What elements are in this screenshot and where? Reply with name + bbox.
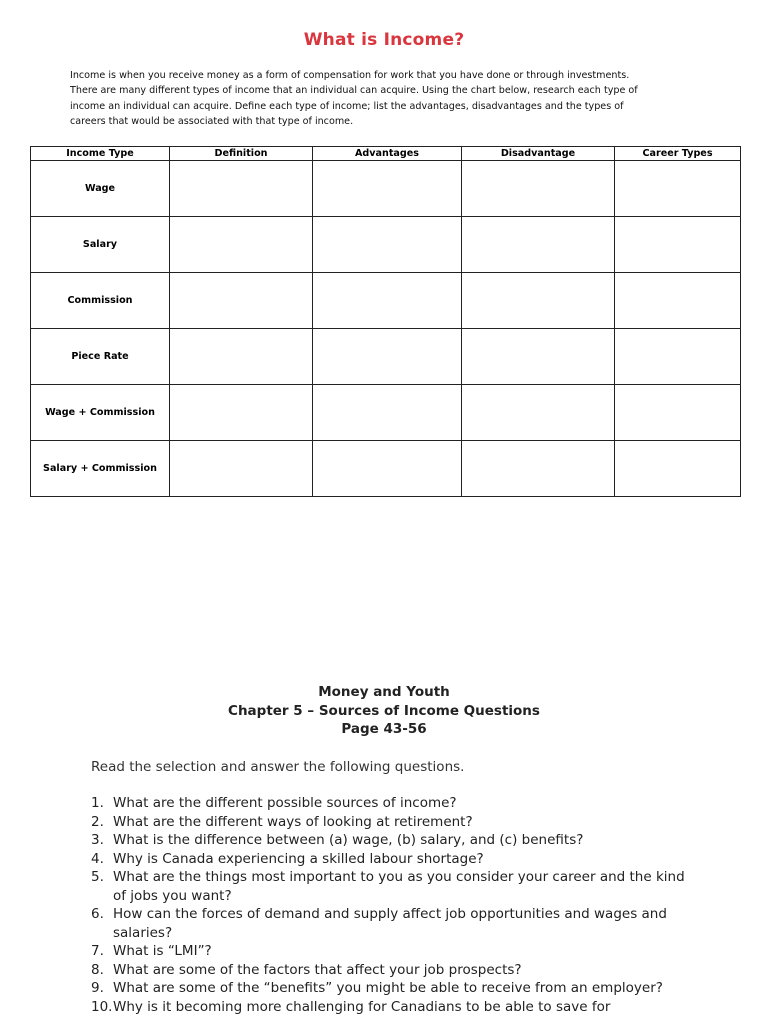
definition-cell[interactable]	[170, 273, 313, 329]
page-range: Page 43-56	[341, 721, 427, 737]
question-text: What are the different ways of looking at retirement?	[113, 813, 473, 830]
list-item	[91, 850, 691, 869]
chapter-title: Chapter 5 – Sources of Income Questions	[228, 702, 540, 719]
question-text: What are the things most important to you as you consider your career and the kind of jobs you want?	[113, 869, 685, 904]
disadvantage-cell[interactable]	[462, 273, 615, 329]
question-number: 6.	[91, 906, 104, 922]
question-text: Why is it becoming more challenging for Canadians to be able to save for	[113, 998, 611, 1015]
disadvantage-cell[interactable]	[462, 441, 615, 497]
list-item	[91, 961, 691, 980]
question-number: 1.	[91, 795, 104, 811]
definition-cell[interactable]	[170, 441, 313, 497]
career-types-cell[interactable]	[615, 329, 741, 385]
header-definition: Definition	[170, 147, 313, 161]
header-advantages: Advantages	[313, 147, 462, 161]
table-row	[31, 273, 741, 329]
header-career-types: Career Types	[615, 147, 741, 161]
question-number: 4.	[91, 850, 104, 867]
advantages-cell[interactable]	[313, 329, 462, 385]
definition-cell[interactable]	[170, 217, 313, 273]
income-type-cell: Piece Rate	[31, 329, 170, 385]
income-type-cell: Wage	[31, 161, 170, 217]
advantages-cell[interactable]	[313, 385, 462, 441]
question-number: 2.	[91, 813, 104, 830]
list-item	[91, 868, 691, 905]
intro-line: income an individual can acquire. Define each type of income; list the advantages, disadvantages and the types of	[70, 100, 624, 112]
questions-list	[91, 794, 691, 1016]
question-text: How can the forces of demand and supply affect job opportunities and wages and salaries?	[113, 906, 667, 941]
list-item	[91, 979, 691, 998]
table-row	[31, 441, 741, 497]
list-item	[91, 942, 691, 961]
question-number: 7.	[91, 943, 104, 959]
list-item	[91, 831, 691, 850]
question-text: What is the difference between (a) wage, (b) salary, and (c) benefits?	[113, 832, 584, 848]
header-income-type: Income Type	[31, 147, 170, 161]
intro-line: Income is when you receive money as a form of compensation for work that you have done or through investments.	[70, 70, 630, 81]
definition-cell[interactable]	[170, 161, 313, 217]
question-text: What are some of the factors that affect your job prospects?	[113, 961, 522, 978]
list-item	[91, 813, 691, 832]
intro-paragraph	[70, 68, 710, 130]
intro-line: careers that would be associated with that type of income.	[70, 116, 354, 128]
career-types-cell[interactable]	[615, 441, 741, 497]
question-text: What are some of the “benefits” you might be able to receive from an employer?	[113, 980, 663, 996]
question-text: What are the different possible sources of income?	[113, 795, 457, 811]
income-type-cell: Wage + Commission	[31, 385, 170, 441]
definition-cell[interactable]	[170, 385, 313, 441]
table-row	[31, 385, 741, 441]
instructions-text: Read the selection and answer the following questions.	[91, 759, 465, 775]
question-number: 3.	[91, 832, 104, 848]
table-row	[31, 329, 741, 385]
disadvantage-cell[interactable]	[462, 385, 615, 441]
career-types-cell[interactable]	[615, 161, 741, 217]
advantages-cell[interactable]	[313, 441, 462, 497]
question-number: 8.	[91, 961, 104, 978]
intro-line: There are many different types of income that an individual can acquire. Using the chart below, research each type of	[70, 85, 638, 97]
income-type-cell: Salary	[31, 217, 170, 273]
list-item	[91, 998, 691, 1017]
table-row	[31, 217, 741, 273]
definition-cell[interactable]	[170, 329, 313, 385]
question-number: 9.	[91, 980, 104, 996]
table-row	[31, 161, 741, 217]
career-types-cell[interactable]	[615, 273, 741, 329]
book-title: Money and Youth	[318, 684, 450, 700]
worksheet-title: What is Income?	[303, 30, 465, 50]
disadvantage-cell[interactable]	[462, 329, 615, 385]
disadvantage-cell[interactable]	[462, 161, 615, 217]
table-header-row	[31, 147, 741, 161]
question-number: 5.	[91, 869, 104, 885]
questions-heading	[0, 683, 768, 739]
list-item	[91, 905, 691, 942]
question-number: 10.	[91, 998, 113, 1015]
income-type-cell: Salary + Commission	[31, 441, 170, 497]
income-type-cell: Commission	[31, 273, 170, 329]
career-types-cell[interactable]	[615, 385, 741, 441]
career-types-cell[interactable]	[615, 217, 741, 273]
disadvantage-cell[interactable]	[462, 217, 615, 273]
advantages-cell[interactable]	[313, 217, 462, 273]
advantages-cell[interactable]	[313, 273, 462, 329]
question-text: What is “LMI”?	[113, 943, 212, 959]
advantages-cell[interactable]	[313, 161, 462, 217]
income-types-table	[30, 146, 741, 497]
list-item	[91, 794, 691, 813]
question-text: Why is Canada experiencing a skilled labour shortage?	[113, 850, 484, 867]
header-disadvantage: Disadvantage	[462, 147, 615, 161]
